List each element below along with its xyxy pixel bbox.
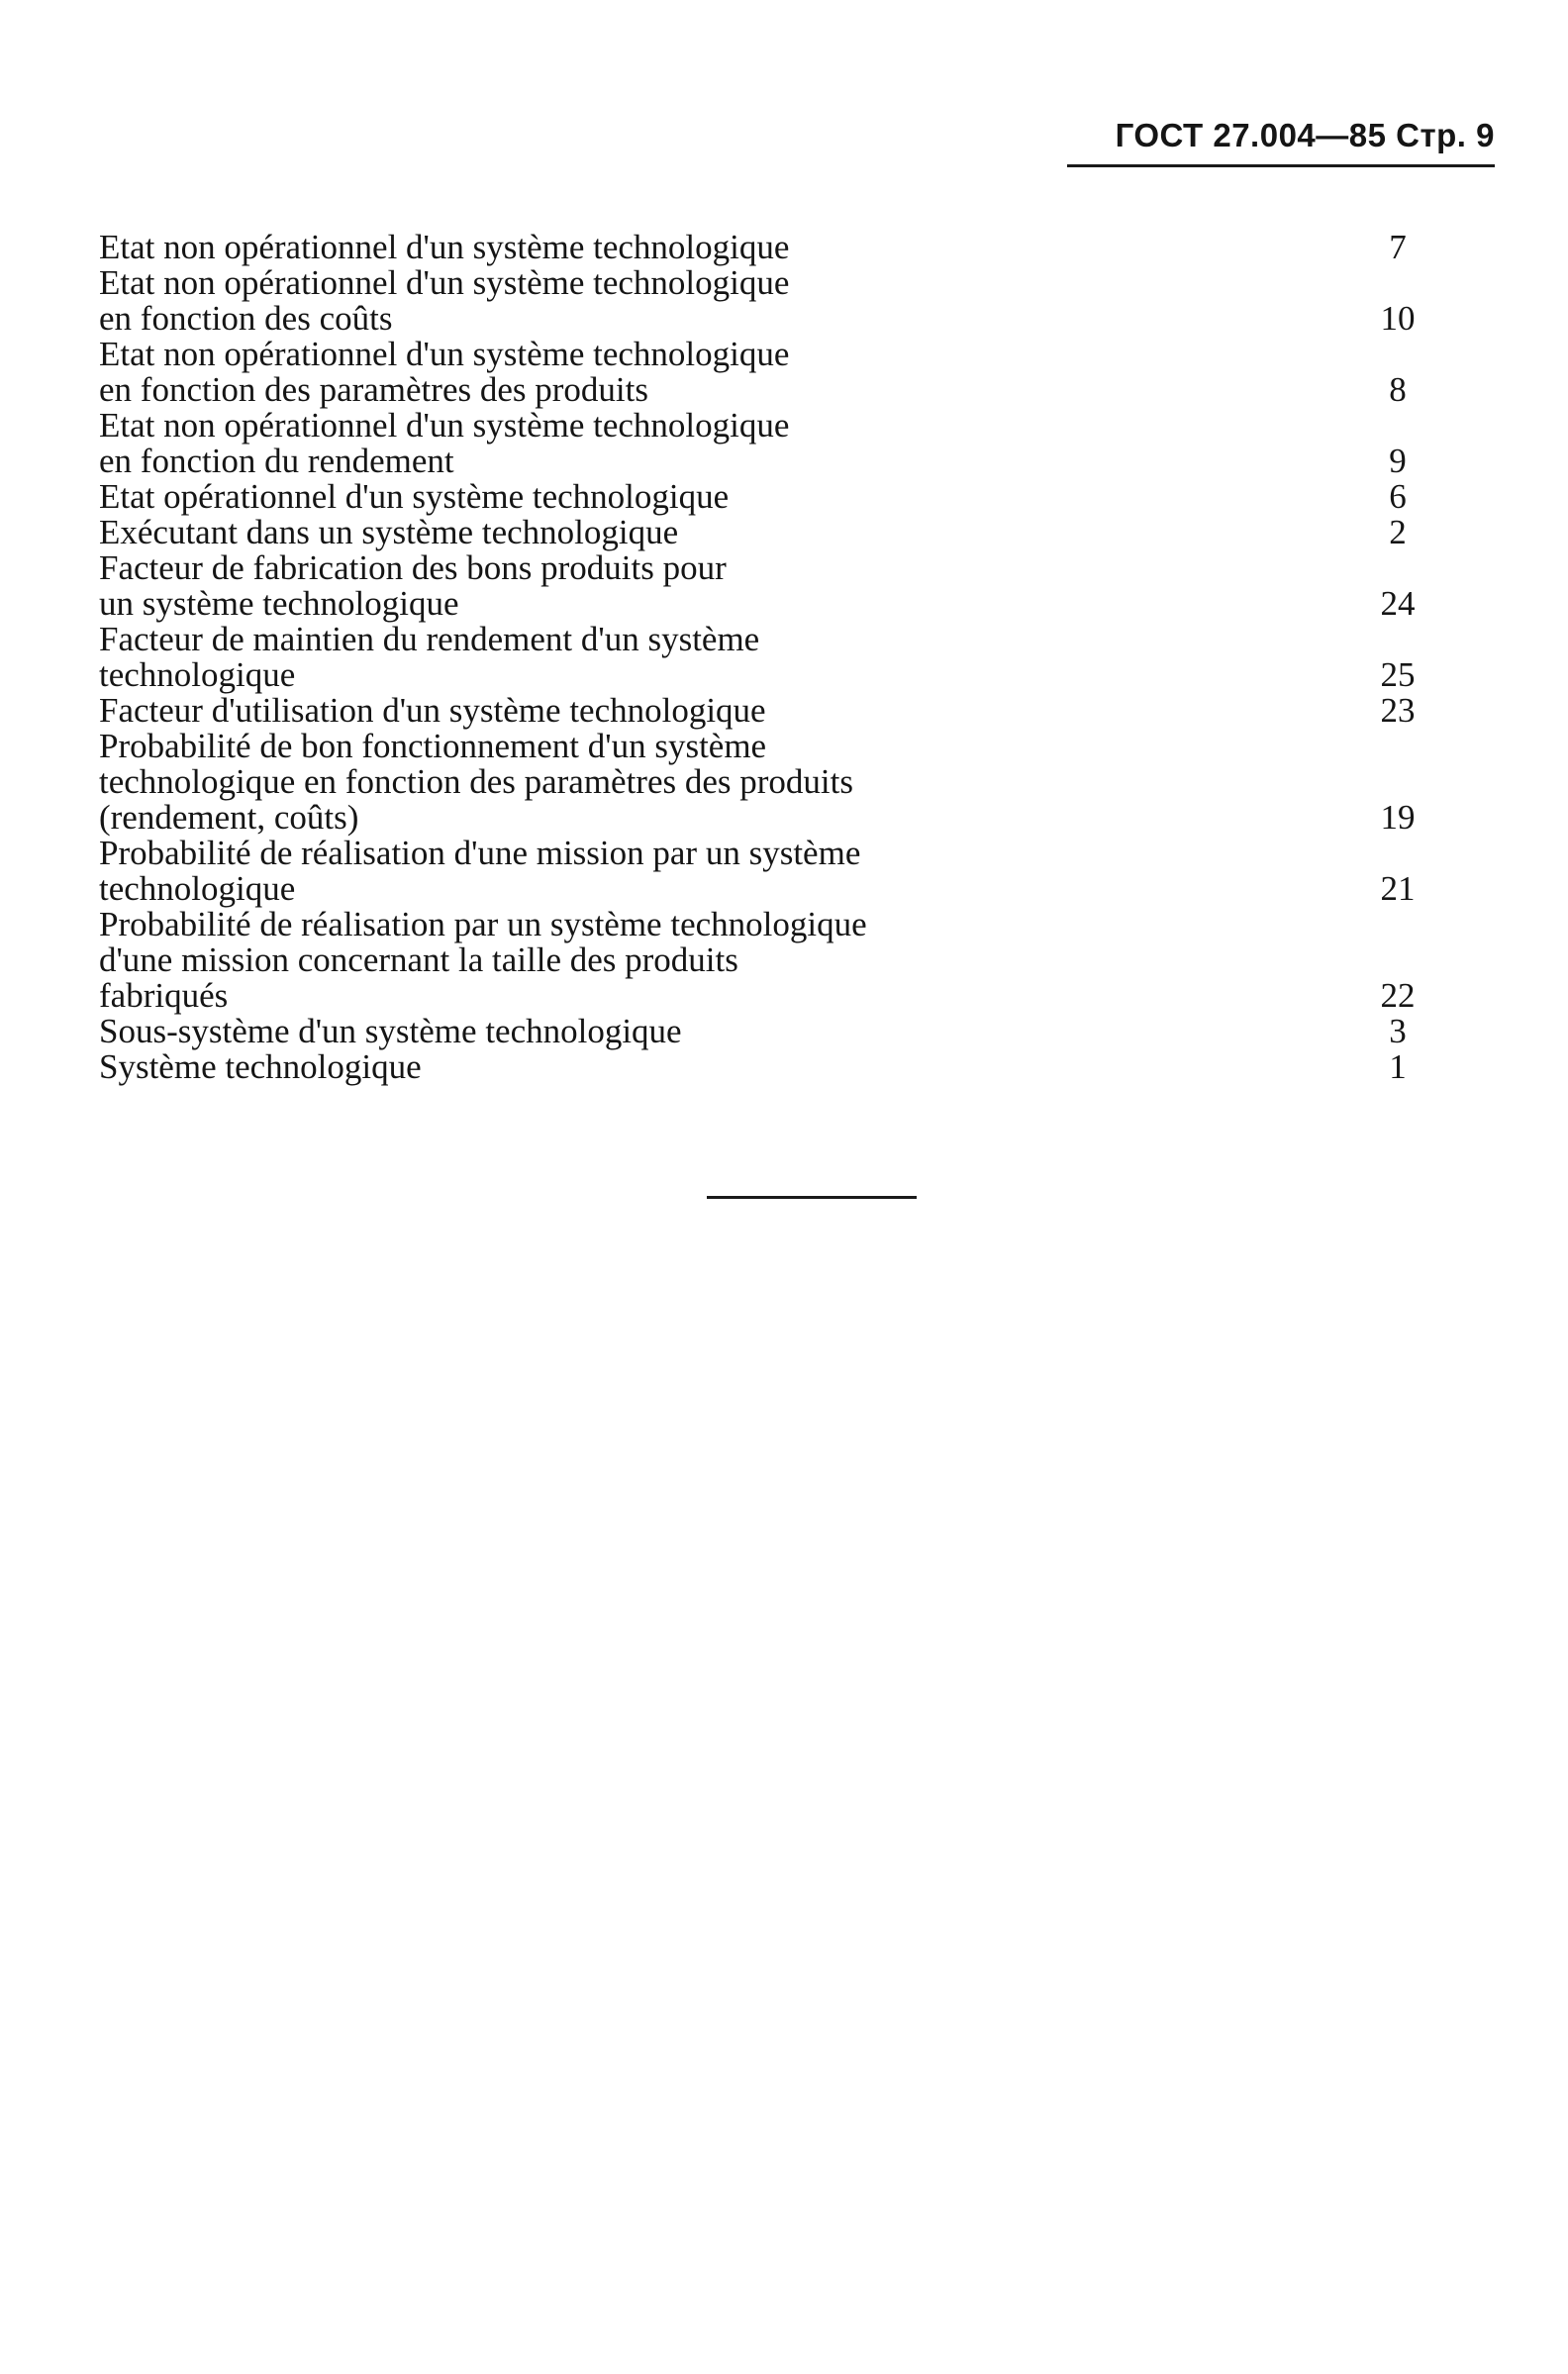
index-page-number: 21 xyxy=(1380,869,1416,908)
index-entry xyxy=(99,907,1437,1014)
index-entry xyxy=(99,622,1437,693)
index-entry xyxy=(99,479,1437,515)
index-term: Facteur de fabrication des bons produits pour un système technologique xyxy=(99,548,727,623)
index-page-number: 9 xyxy=(1389,442,1407,480)
index-page-number: 8 xyxy=(1389,370,1407,409)
index-term: Etat opérationnel d'un système technologique xyxy=(99,477,730,516)
index-term: Etat non opérationnel d'un système technologique en fonction des paramètres des produits xyxy=(99,335,790,409)
page-header-text: ГОСТ 27.004—85 Стр. 9 xyxy=(1115,117,1495,153)
index-page-number: 3 xyxy=(1389,1012,1407,1050)
term-index xyxy=(99,230,1437,1085)
index-page-number: 22 xyxy=(1380,976,1416,1015)
end-rule-divider xyxy=(707,1196,917,1199)
index-page-number: 2 xyxy=(1389,513,1407,551)
index-entry xyxy=(99,408,1437,479)
index-page-number: 19 xyxy=(1380,798,1416,837)
index-term: Probabilité de réalisation par un système technologique d'une mission concernant la taille des produits fabriqués xyxy=(99,905,867,1015)
index-term: Système technologique xyxy=(99,1047,422,1086)
index-entry xyxy=(99,1014,1437,1049)
index-page-number: 6 xyxy=(1389,477,1407,516)
index-term: Facteur de maintien du rendement d'un système technologique xyxy=(99,620,760,694)
index-page-number: 7 xyxy=(1389,228,1407,266)
index-page-number: 24 xyxy=(1380,584,1416,623)
index-term: Probabilité de réalisation d'une mission par un système technologique xyxy=(99,834,861,908)
index-entry xyxy=(99,337,1437,408)
index-term: Etat non opérationnel d'un système technologique en fonction du rendement xyxy=(99,406,790,480)
index-entry xyxy=(99,230,1437,265)
index-term: Etat non opérationnel d'un système technologique xyxy=(99,228,790,266)
index-page-number: 1 xyxy=(1389,1047,1407,1086)
index-entry xyxy=(99,836,1437,907)
index-entry xyxy=(99,550,1437,622)
index-term: Facteur d'utilisation d'un système technologique xyxy=(99,691,766,730)
index-page-number: 23 xyxy=(1380,691,1416,730)
index-entry xyxy=(99,693,1437,729)
index-entry xyxy=(99,729,1437,836)
index-page-number: 25 xyxy=(1380,655,1416,694)
index-term: Probabilité de bon fonctionnement d'un système technologique en fonction des paramètres des produits (rendement, coûts) xyxy=(99,727,854,837)
index-term: Exécutant dans un système technologique xyxy=(99,513,679,551)
index-entry xyxy=(99,1049,1437,1085)
index-term: Etat non opérationnel d'un système technologique en fonction des coûts xyxy=(99,263,790,338)
index-term: Sous-système d'un système technologique xyxy=(99,1012,682,1050)
index-entry xyxy=(99,515,1437,550)
index-entry xyxy=(99,265,1437,337)
page-header xyxy=(1067,117,1495,167)
index-page-number: 10 xyxy=(1380,299,1416,338)
